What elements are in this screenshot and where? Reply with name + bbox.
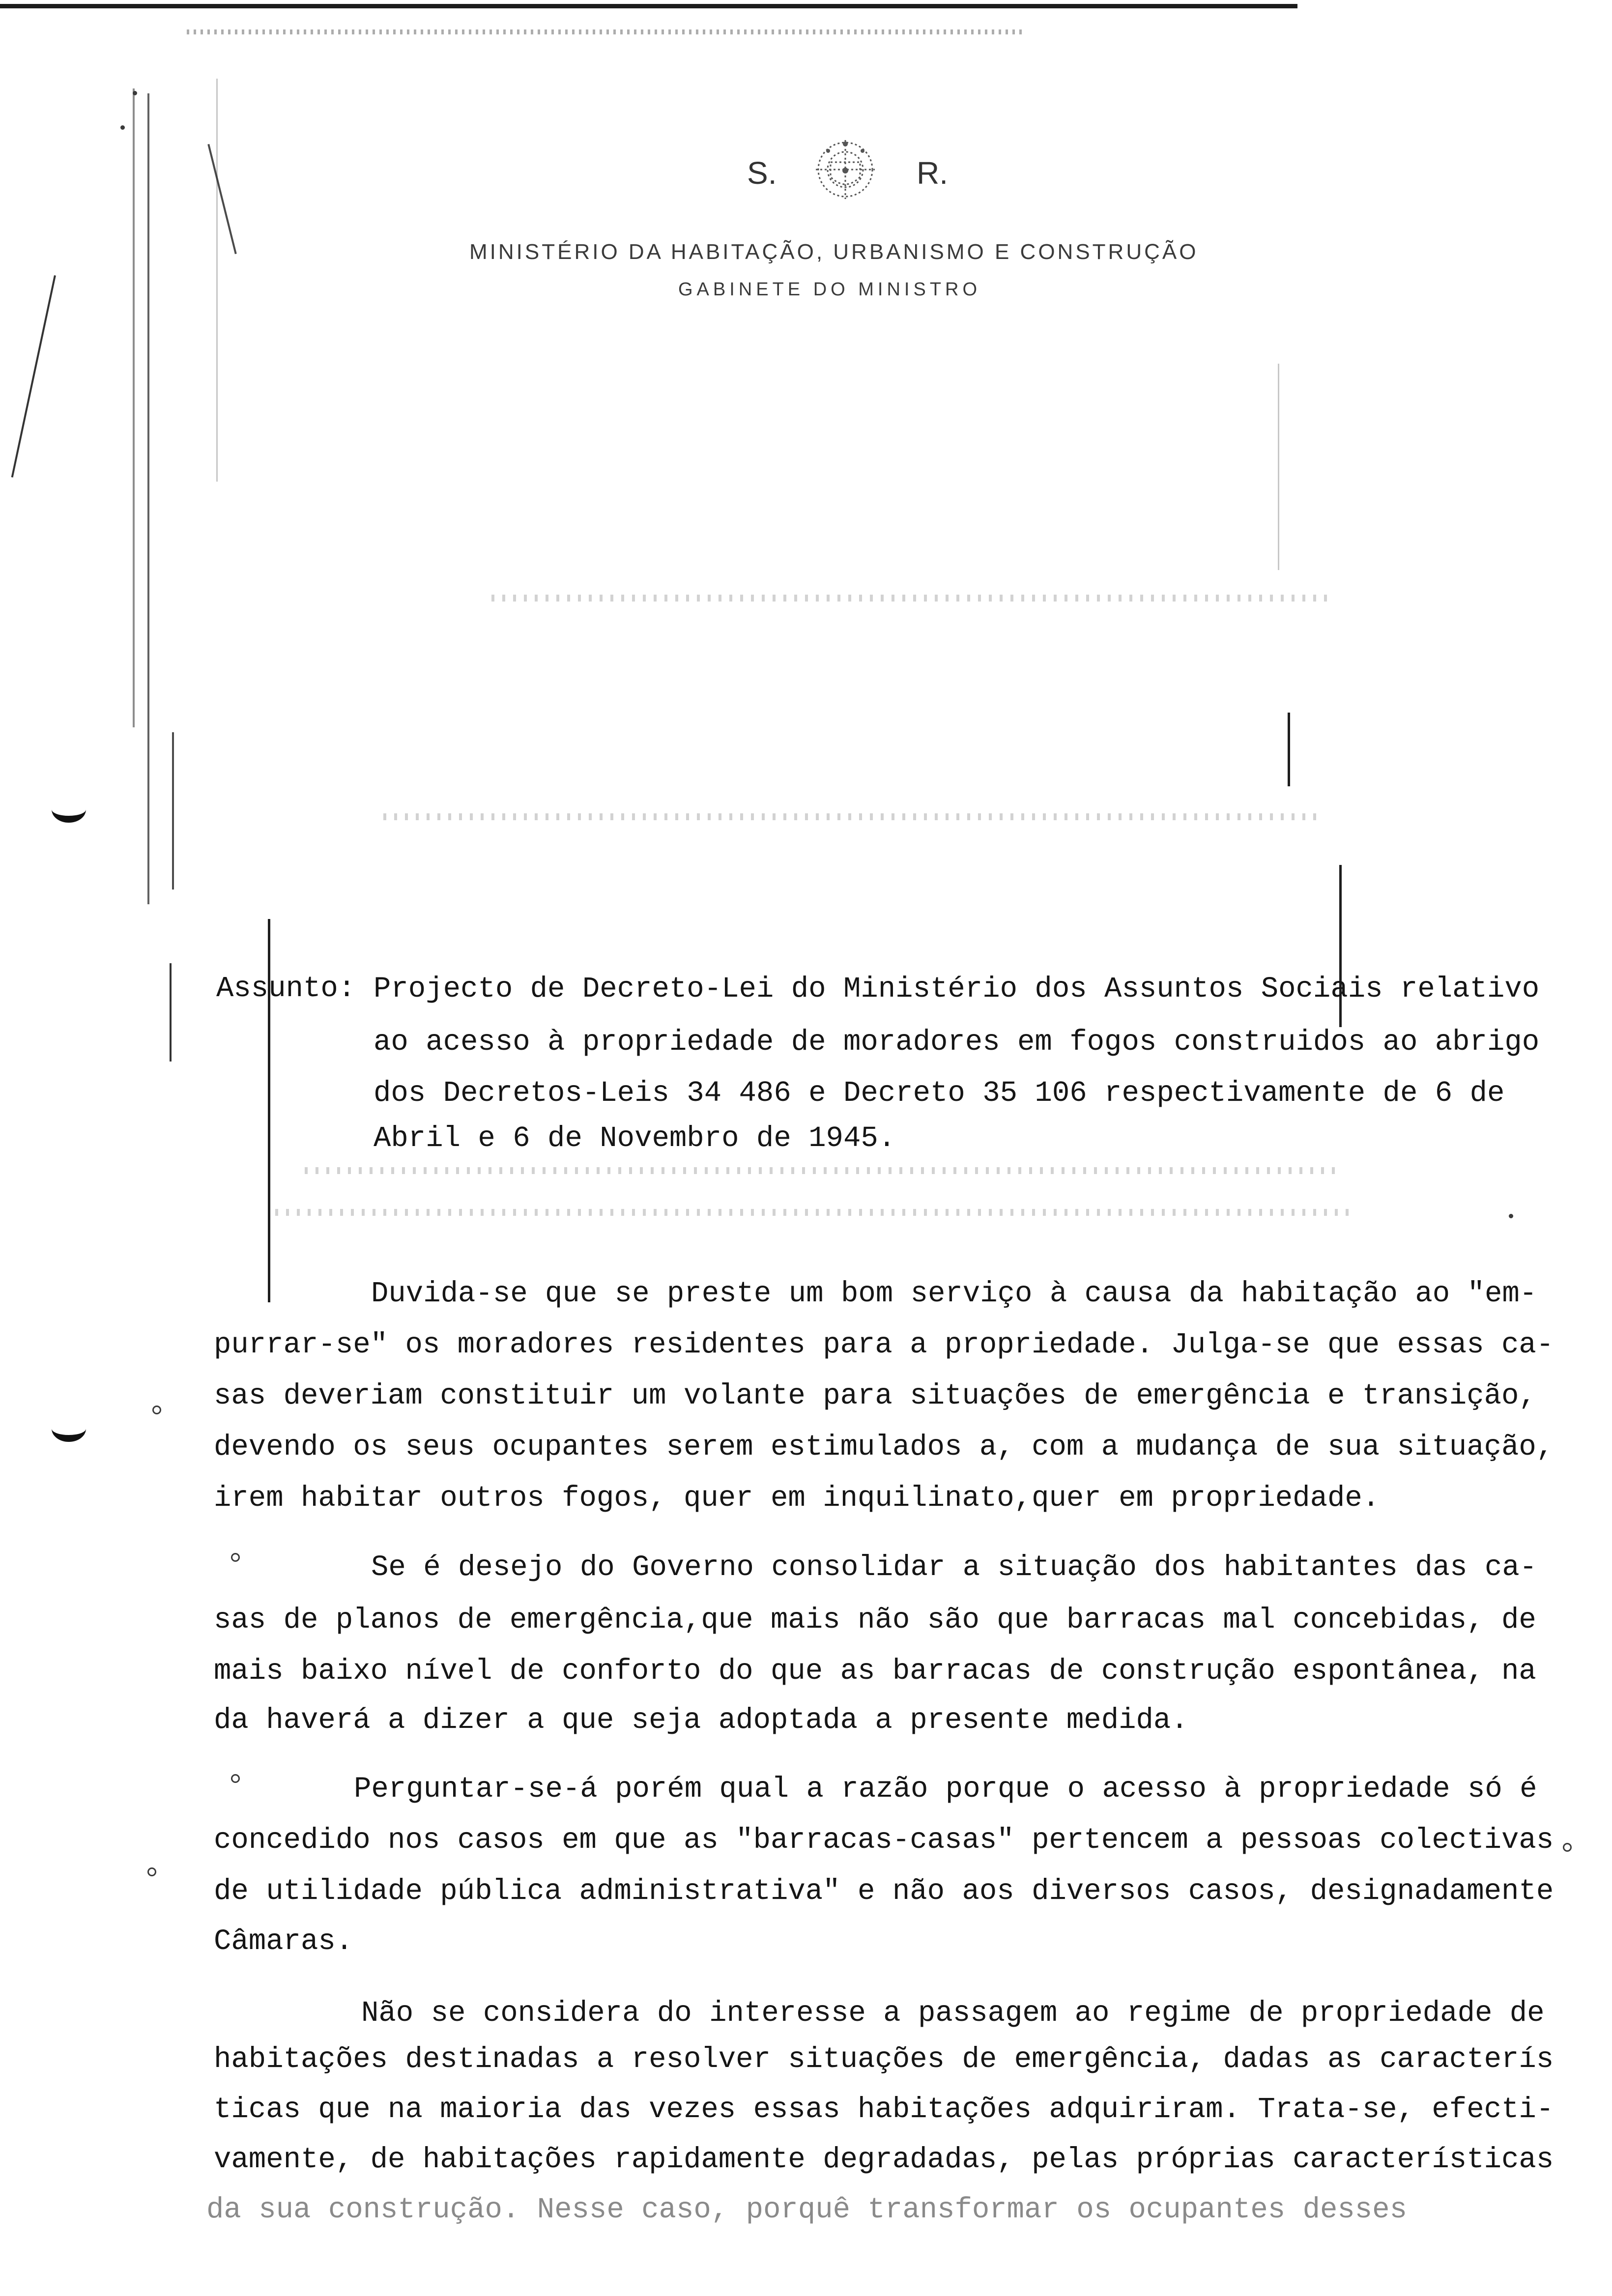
subject-line: Projecto de Decreto-Lei do Ministério dos Assuntos Sociais relativo <box>374 973 1540 1005</box>
scan-speck <box>231 1553 240 1562</box>
scan-speck <box>1509 1214 1513 1218</box>
paragraph-line: habitações destinadas a resolver situações de emergência, dadas as caracterís <box>214 2043 1554 2076</box>
scan-noise-row <box>305 1167 1337 1174</box>
subject-line: dos Decretos-Leis 34 486 e Decreto 35 106 respectivamente de 6 de <box>374 1077 1505 1110</box>
paragraph-line: purrar-se" os moradores residentes para a propriedade. Julga-se que essas ca- <box>214 1328 1554 1361</box>
paragraph-line: Se é desejo do Governo consolidar a situação dos habitantes das ca- <box>371 1551 1537 1584</box>
scan-speck <box>120 125 125 130</box>
paragraph-line: Não se considera do interesse a passagem ao regime de propriedade de <box>361 1997 1545 2030</box>
paragraph-line: sas de planos de emergência,que mais não são que barracas mal concebidas, de <box>214 1604 1536 1636</box>
scan-speck <box>231 1774 240 1783</box>
scan-bracket-mark <box>52 1415 86 1442</box>
scan-streak <box>172 732 174 890</box>
paragraph-line: sas deveriam constituir um volante para situações de emergência e transição, <box>214 1379 1536 1412</box>
letterhead-letter-right: R. <box>917 155 948 191</box>
paragraph-line: devendo os seus ocupantes serem estimulados a, com a mudança de sua situação, <box>214 1431 1554 1464</box>
paragraph-line: Duvida-se que se preste um bom serviço à causa da habitação ao "em- <box>371 1277 1537 1310</box>
scan-streak <box>1288 713 1290 786</box>
coat-of-arms-icon <box>801 135 890 204</box>
paragraph-line: Câmaras. <box>214 1925 353 1958</box>
scan-top-edge <box>0 4 1297 8</box>
scan-speck <box>147 1867 156 1876</box>
paragraph-line: mais baixo nível de conforto do que as barracas de construção espontânea, na <box>214 1655 1536 1688</box>
paragraph-line: da haverá a dizer a que seja adoptada a presente medida. <box>214 1704 1188 1737</box>
paragraph-line: vamente, de habitações rapidamente degradadas, pelas próprias características <box>214 2143 1554 2176</box>
paragraph-line: concedido nos casos em que as "barracas-casas" pertencem a pessoas colectivas <box>214 1824 1554 1857</box>
paragraph-line: ticas que na maioria das vezes essas habitações adquiriram. Trata-se, efecti- <box>214 2093 1554 2126</box>
paragraph-line: irem habitar outros fogos, quer em inquilinato,quer em propriedade. <box>214 1482 1380 1515</box>
ministry-heading: MINISTÉRIO DA HABITAÇÃO, URBANISMO E CONSTRUÇÃO <box>469 240 1199 264</box>
letterhead-letter-left: S. <box>747 155 777 191</box>
scan-streak <box>11 275 56 478</box>
scan-noise-row <box>275 1209 1356 1216</box>
cabinet-heading: GABINETE DO MINISTRO <box>678 279 981 300</box>
scan-streak <box>133 88 135 727</box>
subject-line: Abril e 6 de Novembro de 1945. <box>374 1122 896 1155</box>
scan-speck <box>1563 1843 1572 1852</box>
scan-streak <box>1278 364 1279 570</box>
paragraph-line: Perguntar-se-á porém qual a razão porque o acesso à propriedade só é <box>354 1773 1537 1806</box>
scan-noise-row <box>383 813 1317 820</box>
scan-streak <box>147 93 149 904</box>
paragraph-line: de utilidade pública administrativa" e não aos diversos casos, designadamente <box>214 1875 1554 1908</box>
scan-speck <box>152 1406 161 1414</box>
scan-streak <box>216 79 218 482</box>
scan-streak <box>207 144 237 254</box>
subject-line: ao acesso à propriedade de moradores em fogos construidos ao abrigo <box>374 1026 1540 1059</box>
scan-speck <box>133 91 137 95</box>
scan-streak <box>170 963 172 1062</box>
letterhead-crest-row <box>727 135 983 204</box>
paragraph-line: da sua construção. Nesse caso, porquê transformar os ocupantes desses <box>206 2193 1407 2226</box>
scan-noise-row <box>491 595 1327 602</box>
scan-noise-row <box>187 29 1022 34</box>
scan-bracket-mark <box>52 796 86 823</box>
subject-label: Assunto: <box>216 972 356 1005</box>
